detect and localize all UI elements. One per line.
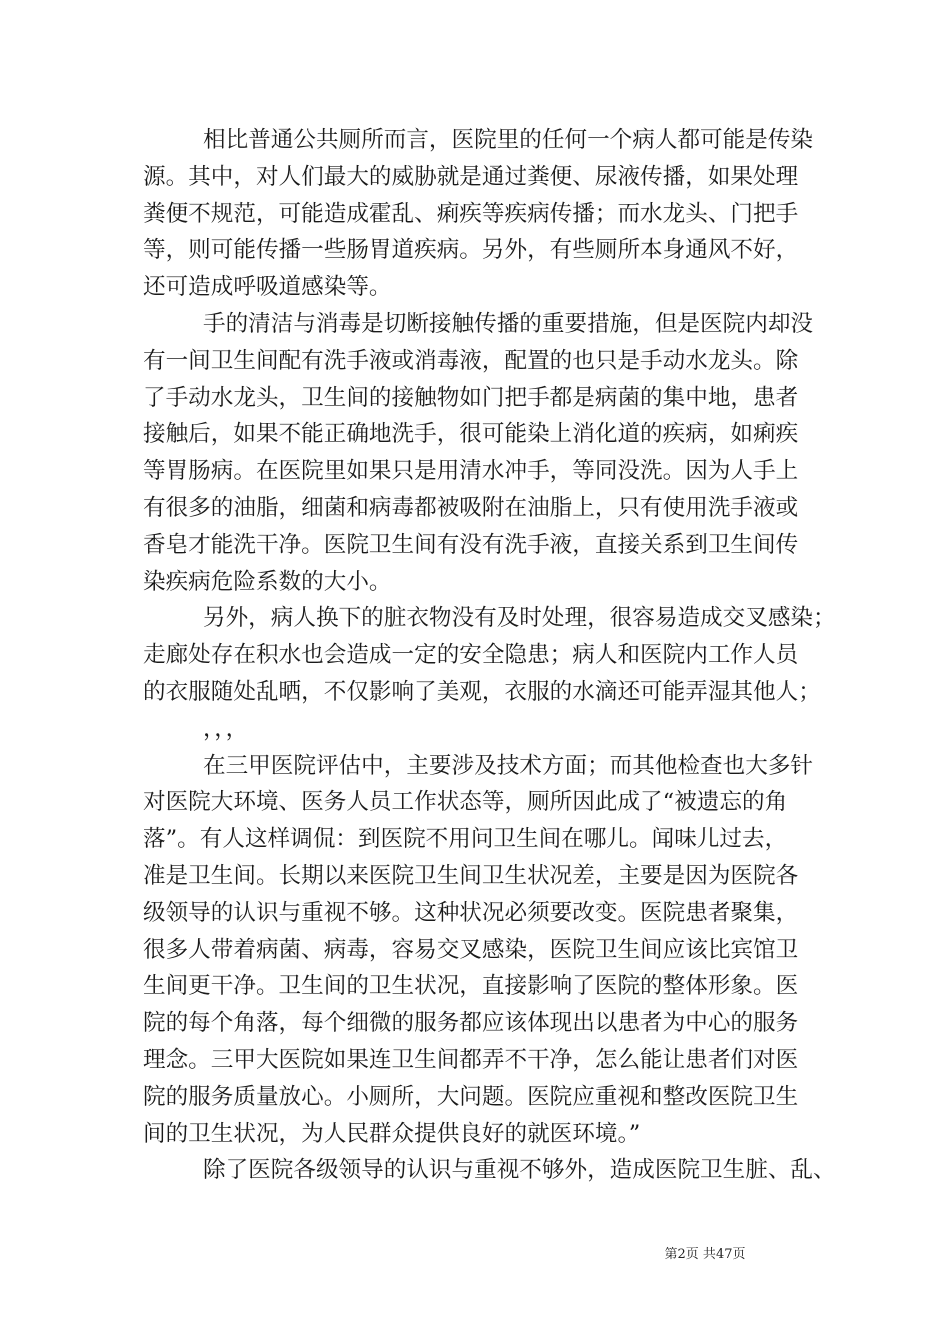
text-line: 院的每个角落，每个细微的服务都应该体现出以患者为中心的服务 (143, 1010, 799, 1037)
page-footer (0, 1243, 950, 1262)
text-line: 在三甲医院评估中，主要涉及技术方面；而其他检查也大多针 (203, 752, 814, 779)
page-number: 2 (677, 1247, 686, 1262)
text-line: 接触后，如果不能正确地洗手，很可能染上消化道的疾病，如痢疾 (143, 421, 799, 448)
text-line: 院的服务质量放心。小厕所，大问题。医院应重视和整改医院卫生 (143, 1083, 799, 1110)
text-line: 生间更干净。卫生间的卫生状况，直接影响了医院的整体形象。医 (143, 973, 799, 1000)
text-line: 手的清洁与消毒是切断接触传播的重要措施，但是医院内却没 (203, 310, 814, 337)
text-line: 另外，病人换下的脏衣物没有及时处理，很容易造成交叉感染； (203, 605, 836, 632)
text-line: 相比普通公共厕所而言，医院里的任何一个病人都可能是传染 (203, 127, 814, 153)
text-line: 了手动水龙头，卫生间的接触物如门把手都是病菌的集中地，患者 (143, 384, 799, 411)
text-line: 级领导的认识与重视不够。这种状况必须要改变。医院患者聚集， (143, 899, 799, 926)
document-body (143, 122, 836, 1189)
text-line: 还可造成呼吸道感染等。 (143, 274, 392, 301)
text-line: 走廊处存在积水也会造成一定的安全隐患；病人和医院内工作人员 (143, 642, 799, 669)
text-line: 香皂才能洗干净。医院卫生间有没有洗手液，直接关系到卫生间传 (143, 531, 799, 558)
text-line: 间的卫生状况，为人民群众提供良好的就医环境。” (143, 1120, 641, 1147)
text-line: 很多人带着病菌、病毒，容易交叉感染，医院卫生间应该比宾馆卫 (143, 936, 799, 963)
text-line: 有一间卫生间配有洗手液或消毒液，配置的也只是手动水龙头。除 (143, 347, 799, 374)
text-line: 等胃肠病。在医院里如果只是用清水冲手，等同没洗。因为人手上 (143, 458, 799, 485)
text-line: 的衣服随处乱晒，不仅影响了美观，衣服的水滴还可能弄湿其他人； (143, 678, 821, 705)
text-line: ，，， (203, 715, 249, 742)
footer-suffix: 页 (732, 1247, 746, 1262)
text-line: 准是卫生间。长期以来医院卫生间卫生状况差，主要是因为医院各 (143, 862, 799, 889)
footer-prefix: 第 (664, 1247, 678, 1262)
text-line: 理念。三甲大医院如果连卫生间都弄不干净，怎么能让患者们对医 (143, 1046, 799, 1073)
text-line: 对医院大环境、医务人员工作状态等，厕所因此成了“被遗忘的角 (143, 789, 788, 816)
text-line: 粪便不规范，可能造成霍乱、痢疾等疾病传播；而水龙头、门把手 (143, 200, 799, 227)
text-line: 有很多的油脂，细菌和病毒都被吸附在油脂上，只有使用洗手液或 (143, 494, 799, 521)
text-line: 染疾病危险系数的大小。 (143, 568, 392, 595)
text-line: 源。其中，对人们最大的威胁就是通过粪便、尿液传播，如果处理 (143, 163, 799, 190)
text-line: 落”。有人这样调侃：到医院不用问卫生间在哪儿。闻味儿过去， (143, 826, 788, 853)
total-pages: 47 (715, 1247, 733, 1262)
text-line: 除了医院各级领导的认识与重视不够外，造成医院卫生脏、乱、 (203, 1157, 836, 1184)
footer-middle: 页 共 (685, 1247, 716, 1262)
text-line: 等，则可能传播一些肠胃道疾病。另外，有些厕所本身通风不好， (143, 237, 799, 264)
